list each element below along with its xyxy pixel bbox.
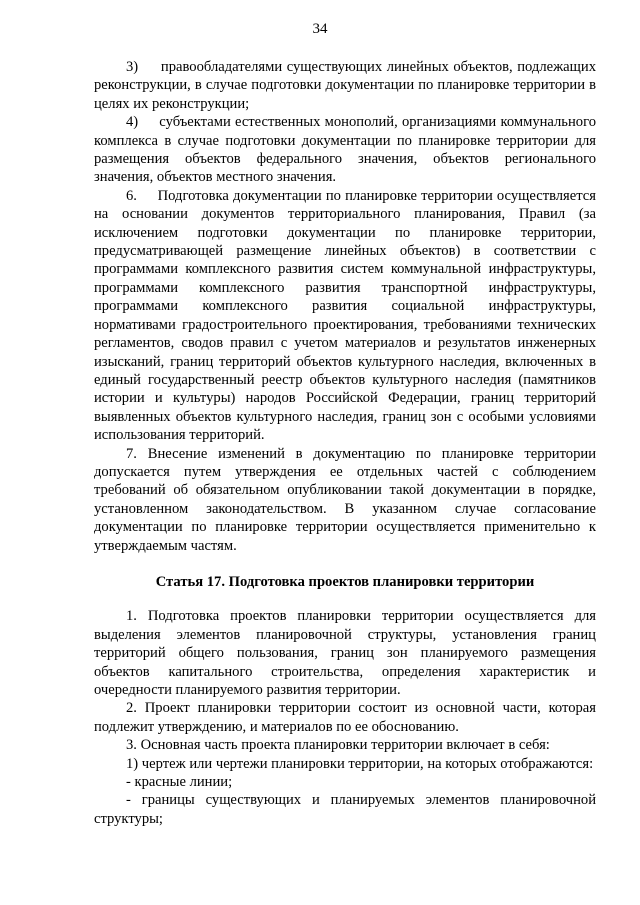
paragraph-article17-clause-3: 3. Основная часть проекта планировки территории включает в себя: [126,737,550,754]
list-item-structure-boundaries: - границы существующих и планируемых элементов планировочной структуры; [94,792,596,827]
list-item-red-lines: - красные линии; [126,774,233,791]
document-body [94,58,596,828]
page-number: 34 [312,21,328,37]
paragraph-clause-7: 7. Внесение изменений в документацию по планировке территории допускается путем утверждения ее отдельных частей с соблюдением требований об обязательном опубликовании такой документации в порядке, установленном законодательством. В указанном случае согласование документации по планировке территории осуществляется применительно к утверждаемым частям. [94,445,596,554]
paragraph-item-3: 3) правообладателями существующих линейных объектов, подлежащих реконструкции, в случае подготовки документации по планировке территории в целях их реконструкции; [94,59,596,112]
paragraph-item-4: 4) субъектами естественных монополий, организациями коммунального комплекса в случае подготовки документации по планировке территории для размещения объектов федерального значения, объектов регионального значения, объектов местного значения. [94,114,596,186]
paragraph-article17-clause-1: 1. Подготовка проектов планировки территории осуществляется для выделения элементов планировочной структуры, установления границ территорий общего пользования, границ зон планируемого размещения объектов капитального строительства, определения характеристик и очередности планируемого развития территории. [94,608,596,698]
paragraph-article17-subitem-1: 1) чертеж или чертежи планировки территории, на которых отображаются: [126,755,594,772]
paragraph-clause-6: 6. Подготовка документации по планировке территории осуществляется на основании документов территориального планирования, Правил (за исключением подготовки документации по планировке территории, предусматривающей размещение линейных объектов) в соответствии с программами комплексного развития систем коммунальной инфраструктуры, программами комплексного развития транспортной инфраструктуры, программами комплексного развития социальной инфраструктуры, нормативами градостроительного проектирования, требованиями технических регламентов, сводов правил с учетом материалов и результатов инженерных изысканий, границ территорий объектов культурного наследия, включенных в единый государственный реестр объектов культурного наследия (памятников истории и культуры) народов Российской Федерации, границ территорий выявленных объектов культурного наследия, границ зон с особыми условиями использования территорий. [94,187,596,444]
article-heading: Статья 17. Подготовка проектов планировки территории [155,573,535,590]
paragraph-article17-clause-2: 2. Проект планировки территории состоит из основной части, которая подлежит утверждению, и материалов по ее обоснованию. [94,700,596,735]
